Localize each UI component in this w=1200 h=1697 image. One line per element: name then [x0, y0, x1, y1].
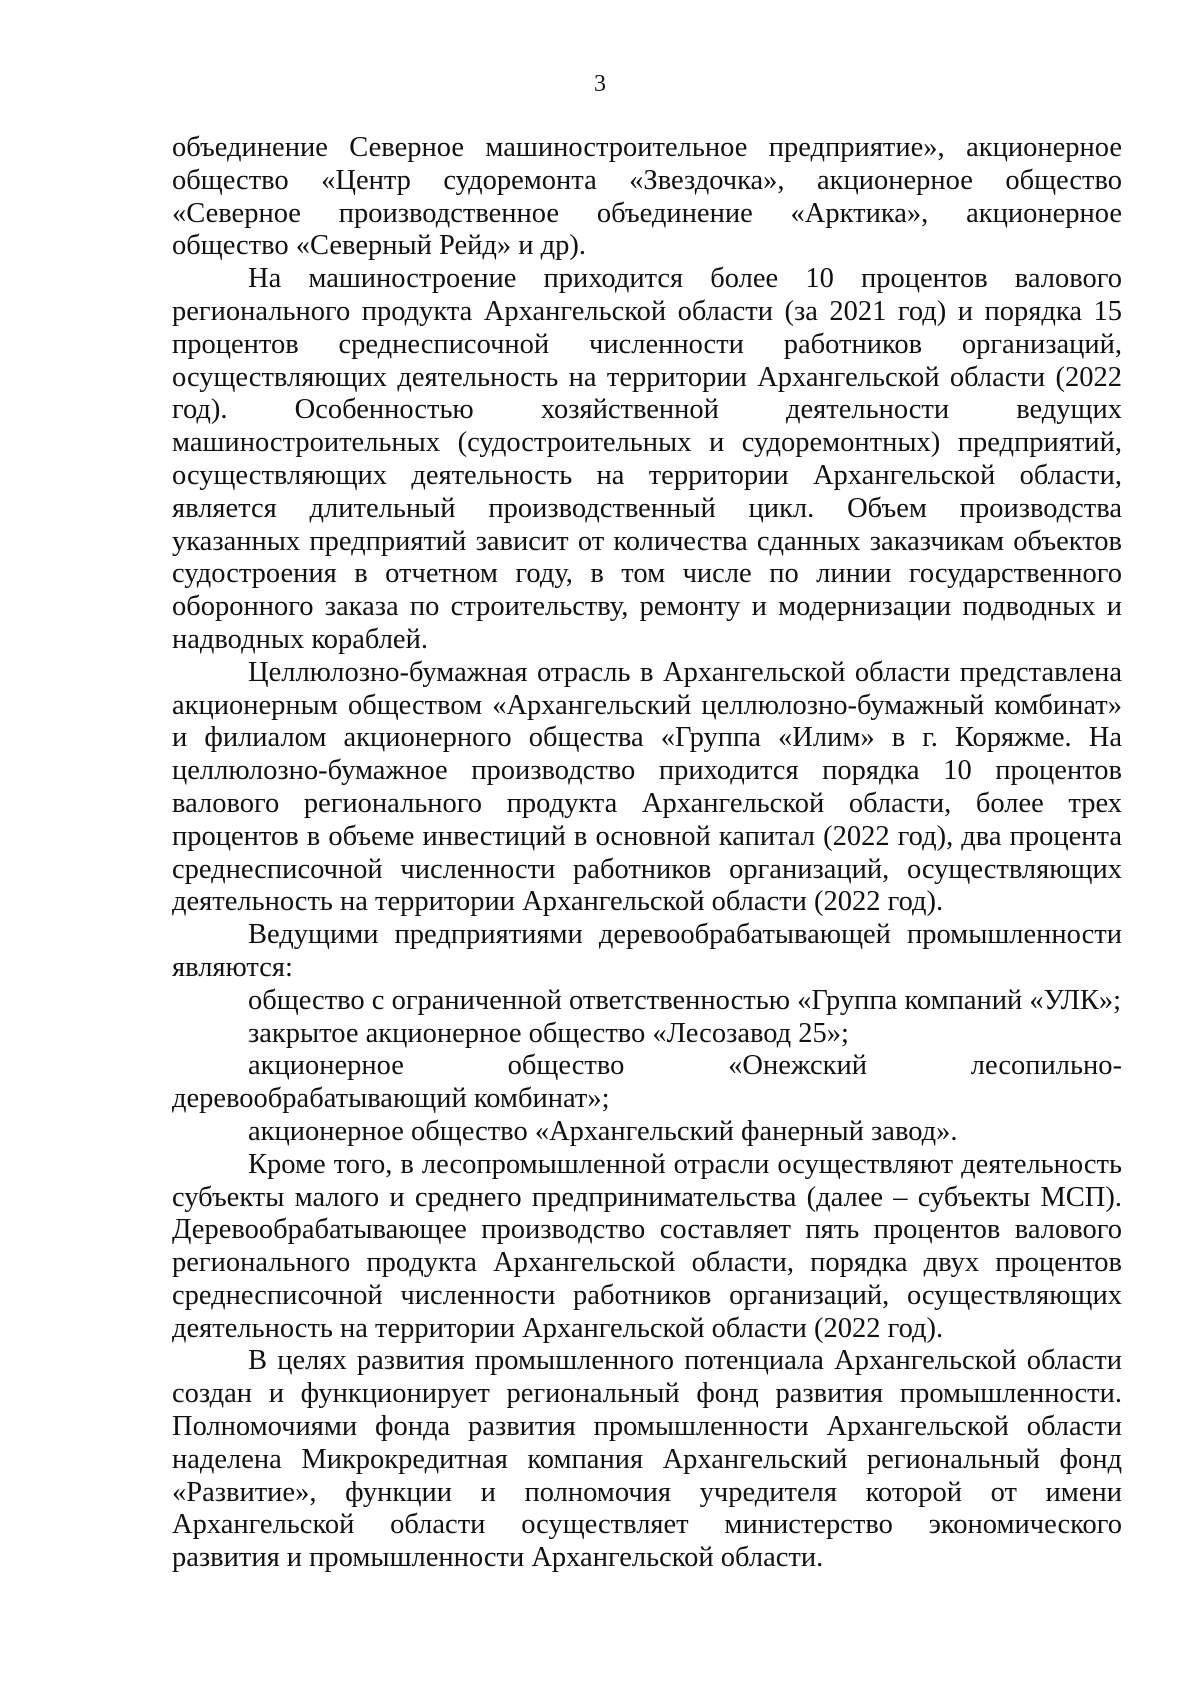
paragraph-mechanical-engineering: На машиностроение приходится более 10 процентов валового регионального продукта Архангельской области (за 2021 год) и порядка 15 процентов среднесписочной численности работников организаций, осуществляющих деятельность на территории Архангельской области (2022 год). Особенностью хозяйственной деятельности ведущих машиностроительных (судостроительных и судоремонтных) предприятий, осуществляющих деятельность на территории Архангельской области, является длительный производственный цикл. Объем производства указанных предприятий зависит от количества сданных заказчикам объектов судостроения в отчетном году, в том числе по линии государственного оборонного заказа по строительству, ремонту и модернизации подводных и надводных кораблей.	[172, 263, 1122, 655]
paragraph-woodworking-intro: Ведущими предприятиями деревообрабатывающей промышленности являются:	[172, 919, 1122, 983]
paragraph-industry-fund: В целях развития промышленного потенциала Архангельской области создан и функционирует региональный фонд развития промышленности. Полномочиями фонда развития промышленности Архангельской области наделена Микрокредитная компания Архангельский региональный фонд «Развитие», функции и полномочия учредителя которой от имени Архангельской области осуществляет министерство экономического развития и промышленности Архангельской области.	[172, 1345, 1122, 1574]
list-item-lesozavod-25: закрытое акционерное общество «Лесозавод 25»;	[248, 1017, 849, 1049]
page-number: 3	[594, 71, 606, 97]
list-item-plywood-plant: акционерное общество «Архангельский фанерный завод».	[248, 1115, 958, 1147]
document-body	[172, 132, 1122, 1575]
paragraph-sme: Кроме того, в лесопромышленной отрасли осуществляют деятельность субъекты малого и среднего предпринимательства (далее – субъекты МСП). Деревообрабатывающее производство составляет пять процентов валового регионального продукта Архангельской области, порядка двух процентов среднесписочной численности работников организаций, осуществляющих деятельность на территории Архангельской области (2022 год).	[172, 1148, 1122, 1344]
list-item-ulk: общество с ограниченной ответственностью «Группа компаний «УЛК»;	[248, 984, 1122, 1016]
paragraph-pulp-paper: Целлюлозно-бумажная отрасль в Архангельской области представлена акционерным обществом «Архангельский целлюлозно-бумажный комбинат» и филиалом акционерного общества «Группа «Илим» в г. Коряжме. На целлюлозно-бумажное производство приходится порядка 10 процентов валового регионального продукта Архангельской области, более трех процентов в объеме инвестиций в основной капитал (2022 год), два процента среднесписочной численности работников организаций, осуществляющих деятельность на территории Архангельской области (2022 год).	[172, 656, 1122, 918]
paragraph-continuation: объединение Северное машиностроительное предприятие», акционерное общество «Центр судоремонта «Звездочка», акционерное общество «Северное производственное объединение «Арктика», акционерное общество «Северный Рейд» и др).	[172, 132, 1122, 262]
list-item-onega-kombinat: акционерное общество «Онежский лесопильно-деревообрабатывающий комбинат»;	[172, 1050, 1122, 1115]
